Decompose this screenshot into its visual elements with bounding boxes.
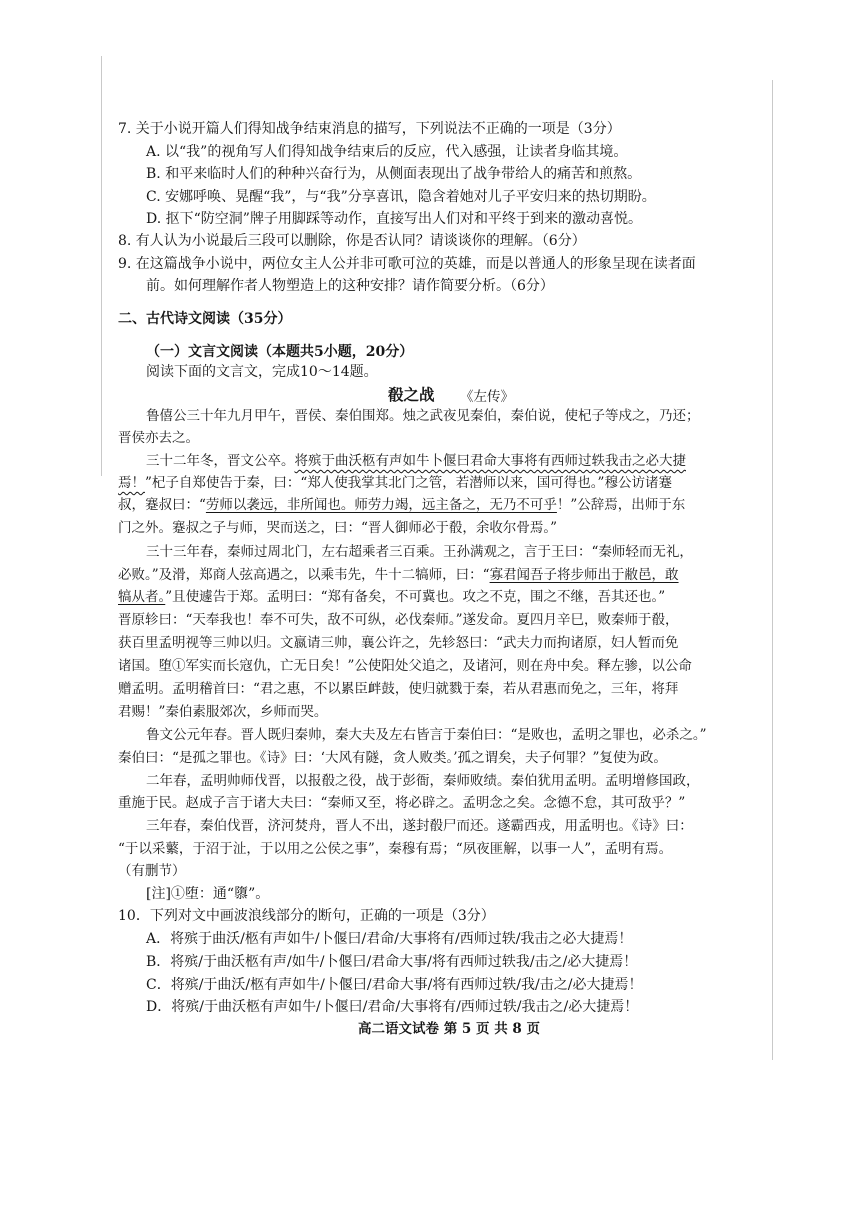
p2-text: ！”公辞焉，出师于东	[556, 497, 686, 513]
footnote: [注]①堕：通“隳”。	[146, 886, 270, 902]
q7-option-c: C. 安娜呼唤、晃醒“我”，与“我”分享喜讯，隐含着她对儿子平安归来的热切期盼。	[146, 189, 656, 205]
p5-line1: 二年春，孟明帅师伐晋，以报殽之役，战于彭衙，秦师败绩。秦伯犹用孟明。孟明增修国政，	[146, 773, 700, 789]
underlined-sentence: 劳师以袭远，非所闻也。师劳力竭，远主备之，无乃不可乎	[205, 497, 557, 513]
p5-line2: 重施于民。赵成子言于诸大夫曰：“秦师又至，将必辟之。孟明念之矣。念德不怠，其可敌乎？”	[118, 795, 686, 811]
q8-stem: 8. 有人认为小说最后三段可以删除，你是否认同？请谈谈你的理解。（6分）	[118, 233, 586, 249]
wavy-underlined-sentence: 将殡于曲沃柩有声如牛卜偃曰君命大事将有西师过轶我击之必大捷	[294, 453, 686, 469]
p3-line7: 赠孟明。孟明稽首曰：“君之惠，不以累臣衅鼓，使归就戮于秦，若从君惠而免之，三年，将拜	[118, 681, 679, 697]
instruction: 阅读下面的文言文，完成10～14题。	[146, 364, 378, 380]
p3-text: ”且使遽告于郑。孟明曰：“郑有备矣，不可冀也。攻之不克，围之不继，吾其还也。”	[165, 589, 666, 605]
p4-line2: 秦伯曰：“是孤之罪也。《诗》曰：‘大风有隧，贪人败类。’孤之谓矣，夫子何罪？”复使为政。	[118, 750, 667, 766]
p4-line1: 鲁文公元年春。晋人既归秦帅，秦大夫及左右皆言于秦伯曰：“是败也，孟明之罪也，必杀之。”	[146, 727, 707, 743]
p1-line2: 晋侯亦去之。	[118, 430, 199, 446]
q10-option-b: B．将殡/于曲沃柩有声/如牛/卜偃曰/君命大事/将有西师过轶我/击之/必大捷焉！	[146, 954, 638, 970]
q7-option-a: A. 以“我”的视角写人们得知战争结束后的反应，代入感强，让读者身临其境。	[146, 144, 628, 160]
p2-text: 叔，蹇叔曰：“	[118, 497, 206, 513]
p3-line8: 君赐！”秦伯素服郊次，乡师而哭。	[118, 704, 328, 720]
p6-line1: 三年春，秦伯伐晋，济河焚舟，晋人不出，遂封殽尸而还。遂霸西戎，用孟明也。《诗》曰：	[146, 818, 693, 834]
p6-line2: “于以采蘩，于沼于沚，于以用之公侯之事”，秦穆有焉；“夙夜匪解，以事一人”，孟明有焉。	[118, 841, 673, 857]
p2-line4: 门之外。蹇叔之子与师，哭而送之，曰：“晋人御师必于殽，余收尔骨焉。”	[118, 520, 558, 536]
q9-stem-line2: 前。如何理解作者人物塑造上的这种安排？请作简要分析。（6分）	[146, 278, 554, 294]
underlined-sentence-end: 犒从者。	[118, 589, 166, 605]
passage-title: 殽之战	[388, 385, 435, 404]
p2-text: ”杞子自郑使告于秦，曰：“郑人使我掌其北门之管，若潜师以来，国可得也。”穆公访诸蹇	[145, 475, 672, 491]
abridged-note: （有删节）	[118, 863, 186, 879]
p3-line2	[118, 565, 679, 585]
p1-line1: 鲁僖公三十年九月甲午，晋侯、秦伯围郑。烛之武夜见秦伯，秦伯说，使杞子等戍之，乃还；	[146, 408, 700, 424]
wavy-underlined-sentence-end: 焉！	[118, 475, 145, 491]
p2-line2	[118, 473, 672, 493]
subsection-heading: （一）文言文阅读（本题共5小题，20分）	[146, 344, 414, 360]
page-footer: 高二语文试卷 第 5 页 共 8 页	[358, 1021, 540, 1037]
scan-edge-mark-left	[101, 56, 102, 476]
passage-source: 《左传》	[460, 389, 514, 405]
q10-option-c: C．将殡/于曲沃/柩有声如牛/卜偃曰/君命大事/将有西师过轶/我/击之/必大捷焉！	[146, 977, 643, 993]
q7-stem: 7. 关于小说开篇人们得知战争结束消息的描写，下列说法不正确的一项是（3分）	[118, 121, 621, 137]
p2-text: 三十二年冬，晋文公卒。	[146, 453, 295, 469]
p3-line4: 晋原轸曰：“天奉我也！奉不可失，敌不可纵，必伐秦师。”遂发命。夏四月辛巳，败秦师于殽，	[118, 612, 679, 628]
q7-option-d: D. 抠下“防空洞”牌子用脚踩等动作，直接写出人们对和平终于到来的激动喜悦。	[146, 211, 642, 227]
q9-stem-line1: 9. 在这篇战争小说中，两位女主人公并非可歌可泣的英雄，而是以普通人的形象呈现在读者面	[118, 256, 696, 272]
section-heading: 二、古代诗文阅读（35分）	[118, 311, 292, 327]
p3-line1: 三十三年春，秦师过周北门，左右超乘者三百乘。王孙满观之，言于王曰：“秦师轻而无礼，	[146, 544, 693, 560]
q10-option-a: A．将殡于曲沃/柩有声如牛/卜偃曰/君命/大事将有/西师过轶/我击之必大捷焉！	[146, 931, 633, 947]
q10-option-d: D．将殡/于曲沃柩有声如牛/卜偃曰/君命/大事将有/西师过轶/我击之/必大捷焉！	[146, 999, 639, 1015]
p3-line5: 获百里孟明视等三帅以归。文嬴请三帅，襄公许之，先轸怒曰：“武夫力而拘诸原，妇人暂而免	[118, 635, 679, 651]
p2-line1	[146, 451, 686, 471]
p2-line3	[118, 495, 685, 515]
q7-option-b: B. 和平来临时人们的种种兴奋行为，从侧面表现出了战争带给人的痛苦和煎熬。	[146, 166, 642, 182]
q10-stem: 10．下列对文中画波浪线部分的断句，正确的一项是（3分）	[118, 908, 495, 924]
scan-edge-mark-right	[772, 80, 773, 1060]
p3-line3	[118, 587, 665, 607]
p3-line6: 诸国。堕①军实而长寇仇，亡无日矣！”公使阳处父追之，及诸河，则在舟中矣。释左骖，以公命	[118, 658, 692, 674]
p3-text: 必败。”及滑，郑商人弦高遇之，以乘韦先，牛十二犒师，曰：“	[118, 567, 490, 583]
underlined-sentence: 寡君闻吾子将步师出于敝邑，敢	[489, 567, 679, 583]
